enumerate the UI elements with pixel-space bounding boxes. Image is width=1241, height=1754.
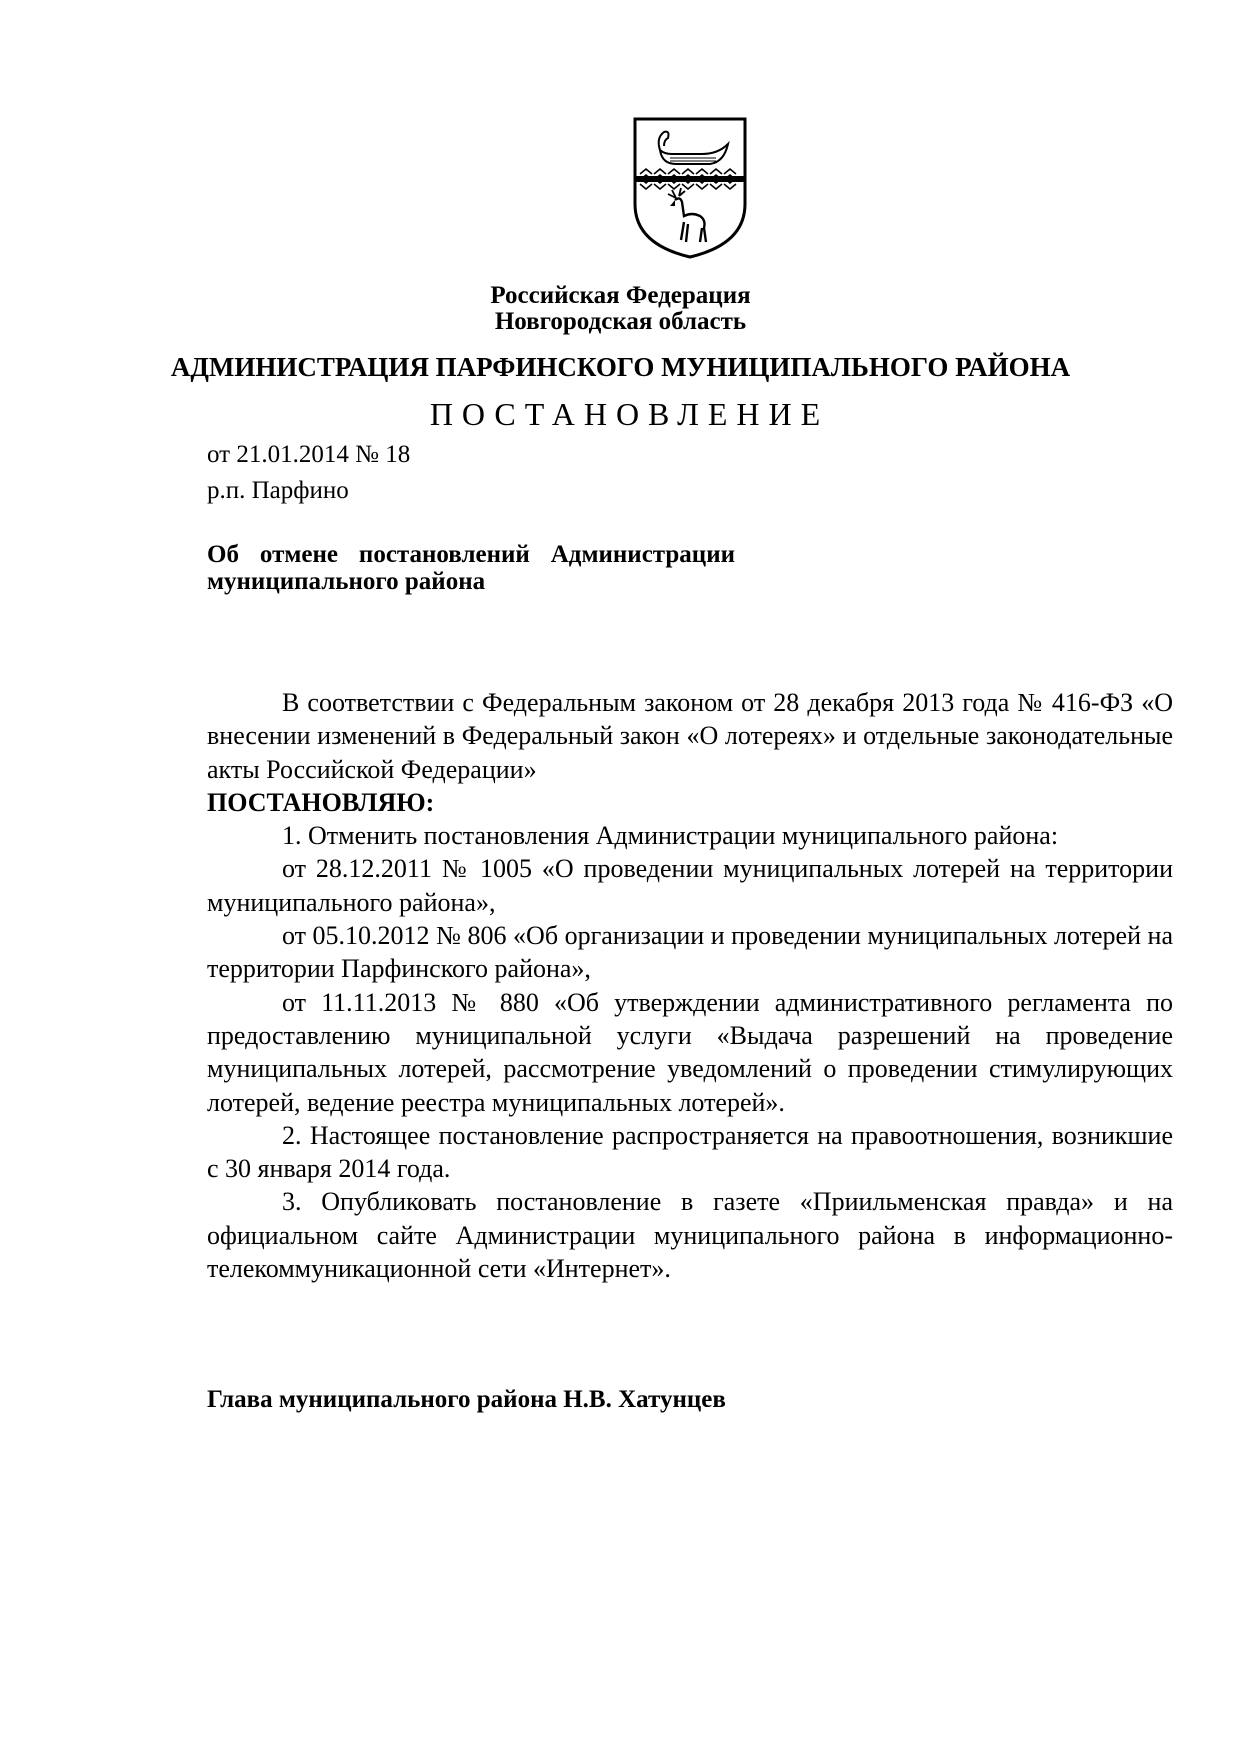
body-preamble: В соответствии с Федеральным законом от 28 декабря 2013 года № 416-ФЗ «О внесении изменений в Федеральный закон «О лотереях» и отдельные законодательные акты Российской Федерации» [207, 688, 1173, 784]
document-type-title: ПОСТАНОВЛЕНИЕ [429, 396, 830, 432]
document-body [207, 686, 1173, 1285]
document-place: р.п. Парфино [207, 477, 349, 504]
body-item-1a: от 28.12.2011 № 1005 «О проведении муниципальных лотерей на территории муниципального района», [207, 854, 1173, 917]
document-date-number: от 21.01.2014 № 18 [207, 441, 411, 468]
body-item-1b: от 05.10.2012 № 806 «Об организации и проведении муниципальных лотерей на территории Парфинского района», [207, 921, 1173, 984]
header-administration: АДМИНИСТРАЦИЯ ПАРФИНСКОГО МУНИЦИПАЛЬНОГО РАЙОНА [170, 352, 1071, 382]
signature-line: Глава муниципального района Н.В. Хатунцев [207, 1386, 726, 1413]
header-region: Новгородская область [494, 308, 747, 335]
body-item-2: 2. Настоящее постановление распространяется на правоотношения, возникшие с 30 января 2014 года. [207, 1120, 1173, 1184]
body-decree-word: ПОСТАНОВЛЯЮ: [207, 787, 435, 817]
body-item-1: 1. Отменить постановления Администрации муниципального района: [282, 821, 1059, 851]
coat-of-arms-icon [632, 116, 748, 260]
document-subject: Об отмене постановлений Администрации муниципального района [207, 541, 735, 595]
body-item-1c: от 11.11.2013 № 880 «Об утверждении административного регламента по предоставлению муниципальной услуги «Выдача разрешений на проведение муниципальных лотерей, рассмотрение уведомлений о проведении стимулирующих лотерей, ведение реестра муниципальных лотерей». [207, 987, 1173, 1117]
header-country: Российская Федерация [490, 282, 751, 309]
body-item-3: 3. Опубликовать постановление в газете «Приильменская правда» и на официальном сайте Администрации муниципального района в информационно-телекоммуникационной сети «Интернет». [207, 1187, 1173, 1284]
